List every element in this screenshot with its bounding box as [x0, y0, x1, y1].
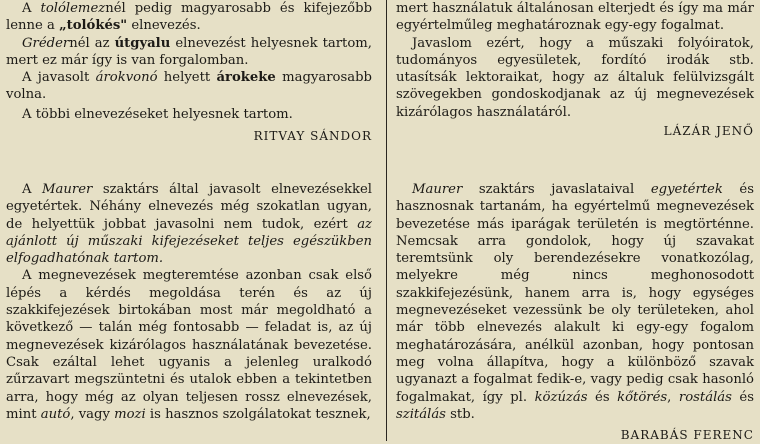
- term: mozi: [114, 406, 146, 422]
- paragraph: A tolólemeznél pedig magyarosabb és kifejezőbb lenne a „tolókés" elnevezés.: [6, 1, 373, 34]
- term: közúzás: [534, 389, 588, 405]
- term: tolólemez: [40, 1, 106, 16]
- right-top-column: [396, 0, 754, 140]
- emphasis: egyetértek: [650, 182, 723, 197]
- paragraph: Javaslom ezért, hogy a műszaki folyóiratok, tudományos egyesületek, fordító irodák stb. utasítsák lektoraikat, hogy az általuk felülvizsgált szövegekben gondoskodjanak az új megnevezések kizárólagos használatáról.: [396, 35, 754, 120]
- term: árokeke: [216, 70, 276, 86]
- term: árokvonó: [95, 70, 158, 86]
- paragraph: mert használatuk általánosan elterjedt és így ma már egyértelműleg meghatároznak egy-egy fogalmat.: [396, 1, 754, 34]
- author-signature: BARABÁS FERENC: [620, 428, 754, 443]
- right-bottom-column: [396, 181, 754, 444]
- term: Gréder: [22, 35, 70, 51]
- term: kőtörés: [617, 389, 668, 405]
- term: szitálás: [396, 406, 446, 422]
- term: autó: [40, 406, 71, 422]
- author-signature: RITVAY SÁNDOR: [253, 129, 372, 144]
- term: „tolókés": [59, 18, 128, 34]
- author-name: Maurer: [412, 182, 463, 197]
- paragraph: A javasolt árokvonó helyett árokeke magyarosabb volna.: [6, 70, 372, 103]
- left-top-column: [6, 0, 372, 145]
- paragraph: A Maurer szaktárs által javasolt elnevezésekkel egyetértek. Néhány elnevezés még szokatlan ugyan, de helyettük jobbat javasolni nem tudok, ezért az ajánlott új műszaki kifejezéseket teljes egészükben elfogadhatónak tartom.: [6, 182, 372, 267]
- paragraph: A megnevezések megteremtése azonban csak első lépés a kérdés megoldása terén és az új szakkifejezések birtokában most már megoldható a következő — talán még fontosabb — feladat is, az új megnevezések kizárólagos használatának bevezetése. Csak ezáltal lehet ugyanis a jelenleg uralkodó zűrzavart megszüntetni és utalok ebben a tekintetben arra, hogy még az olyan teljesen rossz elnevezések, mint autó, vagy mozi is hasznos szolgálatokat tesznek,: [6, 268, 372, 422]
- column-divider: [386, 0, 387, 441]
- paragraph: A többi elnevezéseket helyesnek tartom.: [22, 106, 293, 122]
- paragraph: Grédernél az útgyalu elnevezést helyesnek tartom, mert ez már így is van forgalomban.: [6, 35, 372, 68]
- left-bottom-column: [6, 181, 372, 423]
- term: útgyalu: [114, 35, 171, 51]
- term: rostálás: [678, 389, 732, 405]
- author-signature: LÁZÁR JENŐ: [663, 124, 754, 139]
- paragraph: Maurer szaktárs javaslataival egyetértek és hasznosnak tartanám, ha egyértelmű megnevezések bevezetése más iparágak területén is megtörténne. Nemcsak arra gondolok, hogy új szavakat teremtsünk oly berendezésekre vonatkozólag, melyekre még nincs meghonosodott szakkifejezésünk, hanem arra is, hogy egységes megnevezéseket vezessünk be oly területeken, ahol már több elnevezés alakult ki egy-egy fogalom meghatározására, anélkül azonban, hogy pontosan meg volna állapítva, hogy a különböző szavak ugyanazt a fogalmat fedik-e, vagy pedig csak hasonló fogalmakat, így pl. közúzás és kőtörés, rostálás és szitálás stb.: [396, 182, 755, 422]
- emphasis: az ajánlott új műszaki kifejezéseket teljes egészükben elfogadhatónak tartom.: [6, 216, 372, 267]
- author-name: Maurer: [42, 182, 93, 197]
